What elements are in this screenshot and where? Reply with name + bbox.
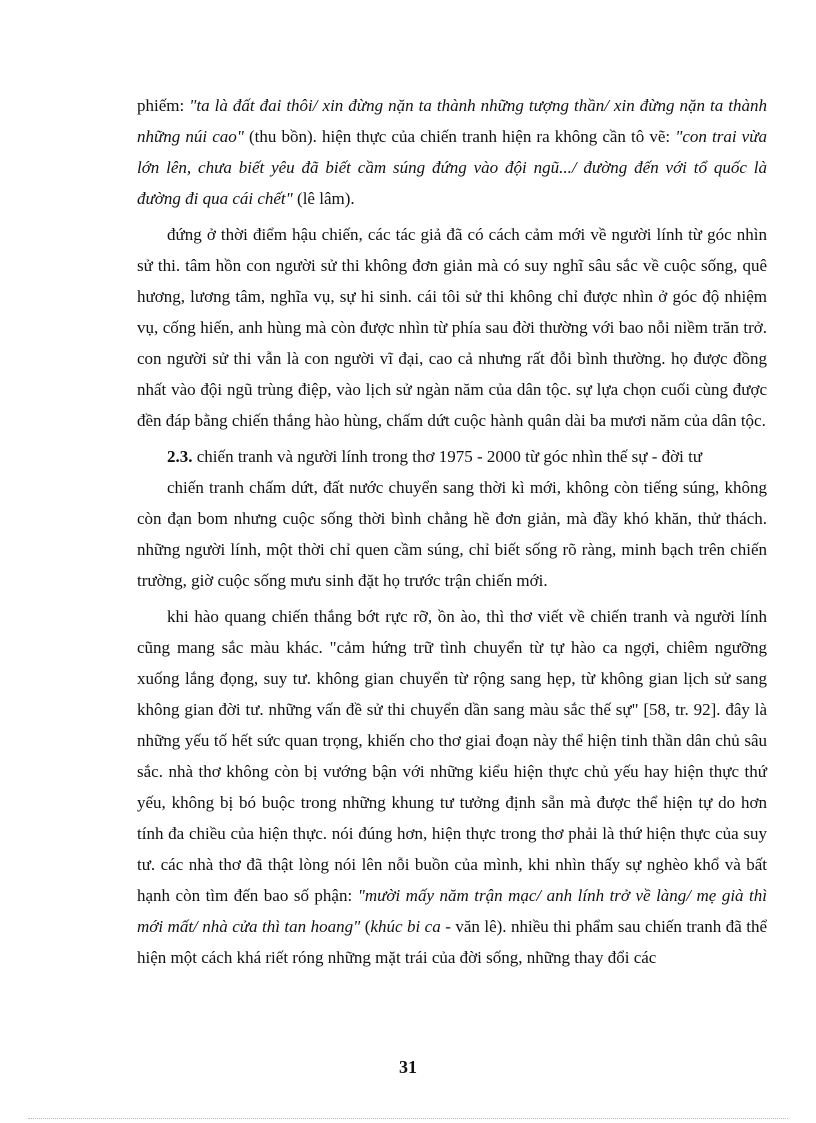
text-run: khi hào quang chiến thắng bớt rực rỡ, ồn ào, thì thơ viết về chiến tranh và người lính cũng mang sắc màu khác. "cảm hứng trữ tình chuyển từ tự hào ca ngợi, chiêm ngưỡng xuống lắng đọng, suy tư. không gian chuyển từ rộng sang hẹp, từ không gian lịch sử sang không gian đời tư. những vấn đề sử thi chuyển dần sang màu sắc thế sự" [58, tr. 92]. đây là những yếu tố hết sức quan trọng, khiến cho thơ giai đoạn này thể hiện tinh thần dân chủ sâu sắc. nhà thơ không còn bị vướng bận với những kiểu hiện thực chủ yếu hay hiện thực thứ yếu, không bị bó buộc trong những khung tư tưởng định sẵn mà được thể hiện tự do hơn tính đa chiều của hiện thực. nói đúng hơn, hiện thực trong thơ phải là thứ hiện thực của suy tư. các nhà thơ đã thật lòng nói lên nỗi buồn của mình, khi nhìn thấy sự nghèo khổ và bất hạnh còn tìm đến bao số phận:	[137, 607, 767, 905]
page-bottom-divider	[28, 1118, 788, 1119]
text-run: - văn lê). nhiều thi phẩm sau chiến tranh đã thể hiện một cách khá riết róng những mặt trái của đời sống, những thay đổi các	[137, 917, 768, 967]
paragraph: đứng ở thời điểm hậu chiến, các tác giả đã có cách cảm mới về người lính từ góc nhìn sử thi. tâm hồn con người sử thi không đơn giản mà có suy nghĩ sâu sắc về cuộc sống, quê hương, lương tâm, nghĩa vụ, sự hi sinh. cái tôi sử thi không chỉ được nhìn ở góc độ nhiệm vụ, cống hiến, anh hùng mà còn được nhìn từ phía sau đời thường với bao nỗi niềm trăn trở. con người sử thi vẫn là con người vĩ đại, cao cả nhưng rất đỗi bình thường. họ được đồng nhất vào đội ngũ trùng điệp, vào lịch sử ngàn năm của dân tộc. sự lựa chọn cuối cùng được đền đáp bằng chiến thắng hào hùng, chấm dứt cuộc hành quân dài ba mươi năm của dân tộc.	[137, 225, 767, 430]
section-title: chiến tranh và người lính trong thơ 1975 - 2000 từ góc nhìn thế sự - đời tư	[192, 447, 703, 466]
paragraph: chiến tranh chấm dứt, đất nước chuyển sang thời kì mới, không còn tiếng súng, không còn đạn bom nhưng cuộc sống thời bình chẳng hề đơn giản, mà đầy khó khăn, thử thách. những người lính, một thời chỉ quen cầm súng, chỉ biết sống rõ ràng, minh bạch trên chiến trường, giờ cuộc sống mưu sinh đặt họ trước trận chiến mới.	[137, 478, 767, 590]
paragraph	[137, 601, 767, 973]
text-run: (	[360, 917, 371, 936]
paragraph	[137, 90, 767, 214]
body-text	[137, 90, 767, 978]
section-number: 2.3.	[167, 447, 193, 466]
poem-quote: "mười mấy năm trận mạc/ anh lính trở về làng/ mẹ già thì mới mất/ nhà cửa thì tan hoang"	[137, 886, 767, 936]
work-title: khúc bi ca	[370, 917, 441, 936]
section-heading	[137, 441, 767, 472]
page-number: 31	[399, 1057, 417, 1077]
poem-quote: "con trai vừa lớn lên, chưa biết yêu đã biết cầm súng đứng vào đội ngũ.../ đường đến với tổ quốc là đường đi qua cái chết"	[137, 127, 767, 208]
text-run: (lê lâm).	[292, 189, 355, 208]
poem-quote: "ta là đất đai thôi/ xin đừng nặn ta thành những tượng thần/ xin đừng nặn ta thành những núi cao"	[137, 96, 767, 146]
text-run: phiếm:	[137, 96, 190, 115]
text-run: (thu bồn). hiện thực của chiến tranh hiện ra không cần tô vẽ:	[243, 127, 676, 146]
